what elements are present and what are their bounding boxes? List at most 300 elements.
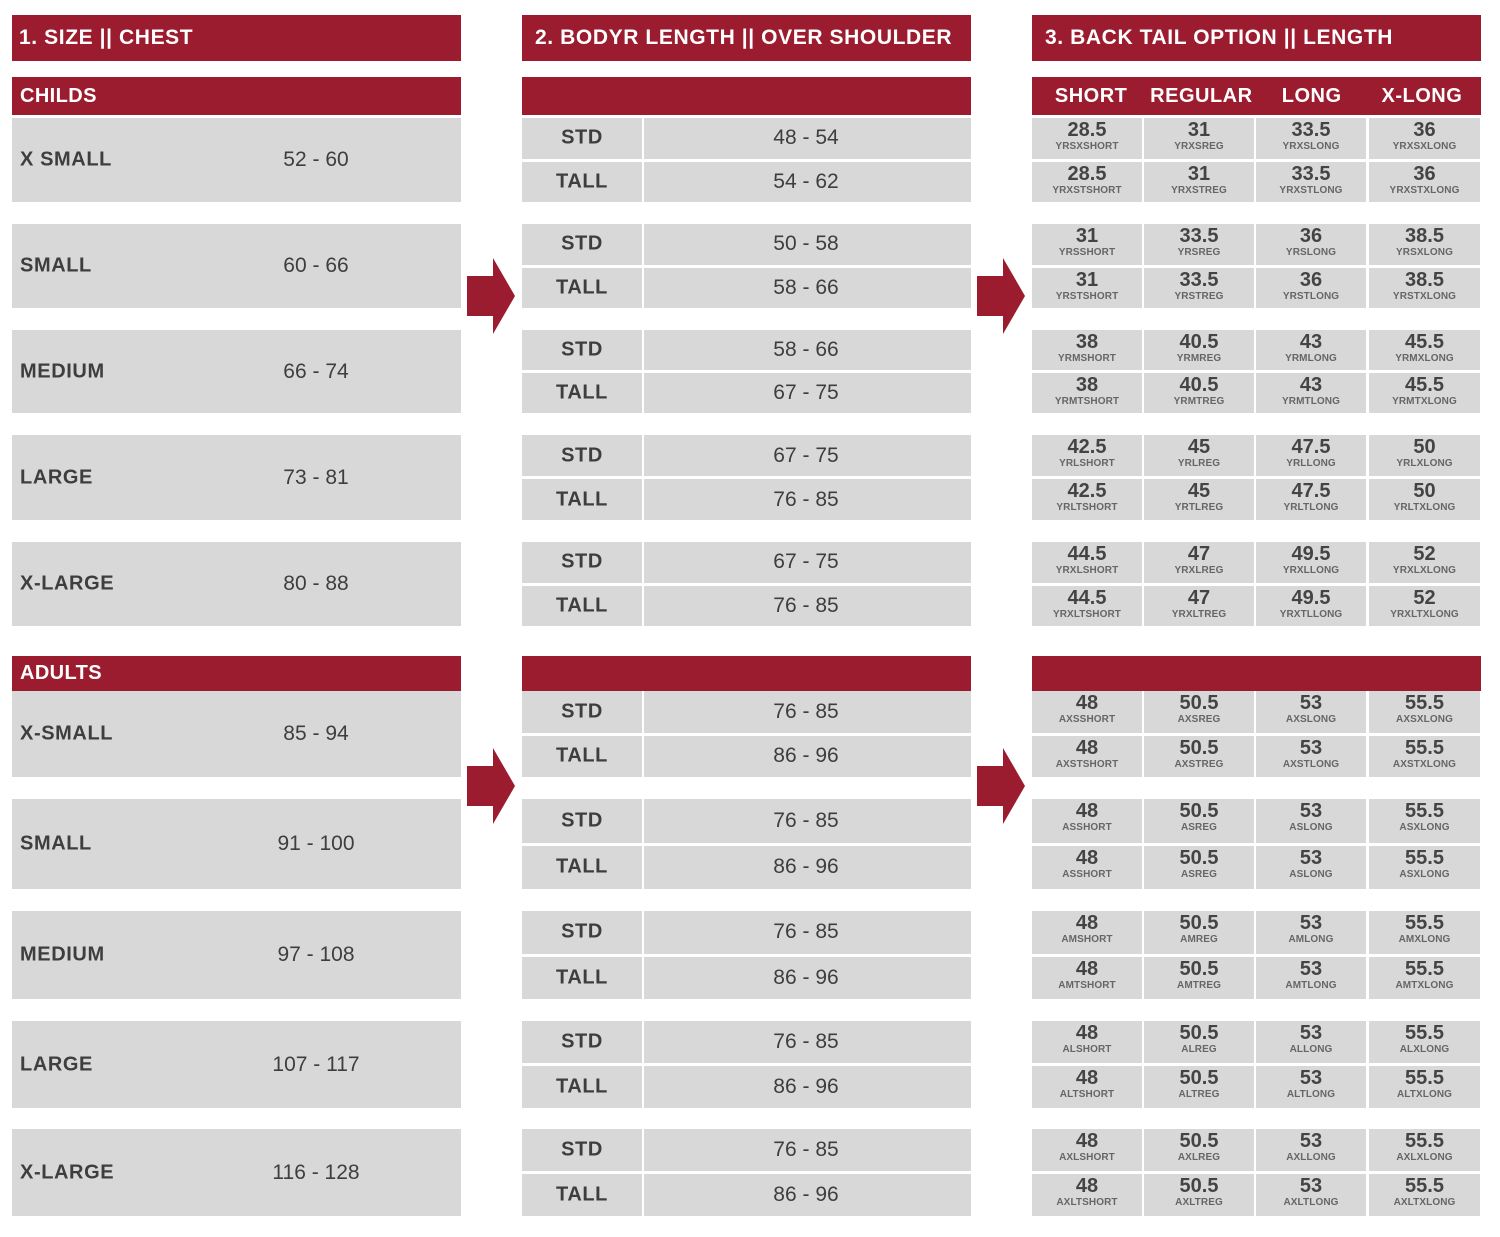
tail-length-value: 48 (1075, 800, 1099, 822)
tail-cell (1256, 846, 1366, 890)
length-range: 76 - 85 (773, 808, 839, 832)
length-row-tall (522, 846, 971, 890)
tail-length-value: 53 (1299, 1067, 1323, 1089)
tail-group-header-bar (1032, 656, 1481, 691)
tail-length-value: 40.5 (1179, 331, 1219, 353)
group-header-adults: ADULTS (12, 656, 461, 691)
row-divider (642, 162, 644, 203)
length-range: 58 - 66 (773, 275, 839, 299)
tail-product-code: YRMXLONG (1395, 353, 1454, 364)
tail-product-code: AMSHORT (1061, 934, 1113, 945)
tail-length-value: 50.5 (1179, 1022, 1219, 1044)
length-range: 86 - 96 (773, 1183, 839, 1206)
tail-product-code: YRLTXLONG (1393, 502, 1456, 513)
size-name: LARGE (20, 1053, 93, 1075)
tail-cell (1032, 542, 1142, 583)
tail-cell (1369, 373, 1480, 413)
length-range: 50 - 58 (773, 232, 839, 256)
length-range: 86 - 96 (773, 1075, 839, 1098)
tail-product-code: YRLREG (1177, 458, 1221, 469)
length-row-std (522, 435, 971, 476)
length-range: 76 - 85 (773, 699, 839, 723)
length-type-label: TALL (555, 381, 608, 404)
length-type-label: STD (561, 338, 603, 361)
tail-length-value: 45 (1187, 480, 1211, 502)
tail-product-code: YRXLTREG (1171, 608, 1227, 620)
tail-length-value: 50 (1413, 436, 1436, 458)
tail-cell (1032, 1021, 1142, 1063)
length-row-std (522, 330, 971, 370)
length-group-header-bar (522, 656, 971, 691)
length-range: 86 - 96 (773, 965, 839, 989)
tail-cell (1032, 1174, 1142, 1216)
tail-product-code: AXSTXLONG (1392, 758, 1457, 770)
tail-length-value: 50.5 (1179, 1175, 1219, 1197)
tail-cell (1256, 1129, 1366, 1171)
tail-cell (1369, 1129, 1480, 1171)
tail-length-value: 28.5 (1067, 119, 1107, 141)
tail-cell (1256, 691, 1366, 733)
chest-range: 60 - 66 (283, 254, 349, 277)
tail-product-code: AXSREG (1177, 714, 1221, 725)
tail-product-code: AXSTSHORT (1055, 758, 1119, 770)
length-type-label: STD (561, 1030, 603, 1053)
tail-cell (1144, 435, 1254, 476)
tail-cell (1032, 911, 1142, 954)
tail-length-value: 31 (1075, 268, 1099, 291)
row-divider (642, 736, 644, 778)
length-range: 86 - 96 (773, 744, 839, 768)
tail-cell (1144, 373, 1254, 413)
length-type-label: TALL (555, 744, 608, 767)
arrow-right-icon (977, 748, 1025, 824)
tail-length-value: 45.5 (1405, 374, 1444, 396)
tail-cell (1144, 691, 1254, 733)
tail-product-code: AXLXLONG (1396, 1152, 1453, 1163)
tail-length-value: 48 (1075, 846, 1099, 869)
row-divider (642, 1174, 644, 1216)
row-divider (642, 1129, 644, 1171)
tail-column-title: 3. BACK TAIL OPTION || LENGTH (1032, 15, 1481, 61)
tail-length-value: 55.5 (1405, 1067, 1444, 1089)
tail-length-value: 53 (1299, 692, 1323, 714)
length-block (522, 1129, 971, 1216)
tail-product-code: AXSSHORT (1058, 714, 1116, 725)
length-type-label: STD (561, 550, 603, 573)
tail-length-value: 53 (1299, 957, 1323, 980)
tail-product-code: YRXLTXLONG (1390, 608, 1459, 620)
tail-cell (1032, 330, 1142, 370)
tail-length-value: 44.5 (1067, 586, 1107, 609)
tail-product-code: YRMREG (1176, 353, 1222, 364)
length-row-std (522, 799, 971, 843)
tail-cell (1369, 542, 1480, 583)
tail-length-value: 49.5 (1291, 543, 1331, 565)
tail-length-value: 50.5 (1179, 1130, 1219, 1152)
arrow-right-icon (467, 748, 515, 824)
tail-length-value: 49.5 (1291, 586, 1331, 609)
tail-cell (1144, 268, 1254, 309)
chest-range: 52 - 60 (283, 148, 349, 171)
length-type-label: TALL (555, 488, 608, 510)
tail-cell (1256, 1021, 1366, 1063)
tail-length-value: 33.5 (1179, 268, 1219, 291)
tail-length-value: 44.5 (1067, 543, 1107, 565)
tail-product-code: ALTLONG (1286, 1089, 1336, 1100)
tail-cell (1032, 957, 1142, 1000)
size-row (12, 691, 461, 777)
tail-cell (1369, 736, 1480, 778)
tail-length-value: 52 (1413, 586, 1436, 609)
tail-product-code: ALLONG (1289, 1044, 1333, 1055)
tail-product-code: AXLTSHORT (1056, 1197, 1118, 1208)
tail-length-value: 55.5 (1405, 912, 1444, 934)
tail-cell (1144, 1021, 1254, 1063)
length-row-tall (522, 162, 971, 203)
tail-product-code: ASREG (1180, 822, 1218, 833)
length-row-std (522, 224, 971, 265)
tail-product-code: YRSXSHORT (1055, 141, 1119, 152)
row-divider (642, 118, 644, 159)
tail-cell (1032, 736, 1142, 778)
length-range: 76 - 85 (773, 1030, 839, 1053)
length-block (522, 911, 971, 999)
tail-length-value: 53 (1299, 1130, 1323, 1152)
tail-length-value: 48 (1075, 736, 1099, 759)
tail-cell (1144, 1129, 1254, 1171)
tail-cell (1256, 373, 1366, 413)
tail-product-code: YRSTSHORT (1055, 290, 1119, 302)
tail-length-value: 55.5 (1405, 1022, 1444, 1044)
tail-product-code: AXLTXLONG (1393, 1197, 1456, 1208)
length-row-std (522, 911, 971, 954)
length-range: 86 - 96 (773, 855, 839, 879)
tail-length-value: 53 (1299, 1175, 1323, 1197)
tail-length-value: 53 (1299, 1022, 1323, 1044)
length-range: 67 - 75 (773, 550, 839, 574)
size-name: X-LARGE (20, 1161, 115, 1183)
tail-product-code: ASXLONG (1399, 868, 1450, 880)
tail-cell (1256, 736, 1366, 778)
tail-product-code: YRXTLLONG (1279, 608, 1343, 620)
tail-cell (1032, 373, 1142, 413)
length-type-label: TALL (555, 855, 608, 878)
tail-cell (1369, 691, 1480, 733)
size-row (12, 542, 461, 626)
tail-product-code: ALTSHORT (1059, 1089, 1115, 1100)
tail-length-value: 47 (1187, 586, 1211, 609)
tail-cell (1369, 224, 1480, 265)
tail-length-value: 55.5 (1405, 1130, 1444, 1152)
tail-length-value: 42.5 (1067, 436, 1107, 458)
tail-product-code: YRLLONG (1286, 458, 1336, 469)
tail-length-value: 55.5 (1405, 736, 1444, 759)
size-name: X-SMALL (20, 722, 114, 745)
tail-cell (1256, 799, 1366, 843)
tail-cell (1032, 118, 1142, 159)
tail-cell (1256, 586, 1366, 627)
tail-cell (1032, 435, 1142, 476)
length-range: 67 - 75 (773, 381, 839, 404)
tail-cell (1256, 542, 1366, 583)
tail-product-code: AXSLONG (1285, 714, 1337, 725)
tail-product-code: AMREG (1180, 934, 1218, 945)
chest-range: 116 - 128 (272, 1160, 360, 1184)
length-block (522, 1021, 971, 1108)
tail-product-code: AMTREG (1177, 979, 1221, 991)
tail-length-value: 48 (1075, 1175, 1099, 1197)
tail-length-value: 53 (1299, 736, 1323, 759)
tail-length-value: 50.5 (1179, 692, 1219, 714)
length-type-label: STD (561, 920, 603, 943)
size-name: SMALL (20, 254, 92, 277)
tail-length-value: 55.5 (1405, 1175, 1444, 1197)
length-range: 48 - 54 (773, 126, 839, 150)
tail-length-value: 33.5 (1291, 162, 1331, 185)
length-range: 76 - 85 (773, 487, 839, 511)
tail-length-value: 53 (1299, 912, 1323, 934)
tail-cell (1369, 162, 1480, 203)
tail-cell (1144, 1174, 1254, 1216)
tail-cell (1256, 957, 1366, 1000)
length-type-label: TALL (555, 170, 608, 193)
tail-length-value: 55.5 (1405, 957, 1444, 980)
tail-product-code: AXLTREG (1175, 1197, 1223, 1208)
row-divider (642, 1066, 644, 1108)
tail-cell (1256, 479, 1366, 520)
tail-product-code: ALTREG (1178, 1089, 1220, 1100)
tail-cell (1369, 846, 1480, 890)
tail-cell (1369, 330, 1480, 370)
row-divider (642, 435, 644, 476)
tail-product-code: AMLONG (1288, 934, 1334, 945)
tail-length-value: 31 (1187, 162, 1211, 185)
tail-header-x-long: X-LONG (1381, 84, 1463, 107)
length-row-tall (522, 479, 971, 520)
tail-cell (1144, 224, 1254, 265)
tail-cell (1369, 435, 1480, 476)
tail-length-value: 36 (1299, 225, 1323, 247)
length-row-std (522, 1129, 971, 1171)
tail-cell (1144, 736, 1254, 778)
tail-product-code: ALSHORT (1062, 1044, 1112, 1055)
tail-length-value: 38.5 (1405, 225, 1444, 247)
tail-product-code: YRSTREG (1174, 290, 1224, 302)
tail-cell (1032, 586, 1142, 627)
tail-cell (1369, 118, 1480, 159)
tail-product-code: AXLSHORT (1059, 1152, 1115, 1163)
size-name: X-LARGE (20, 572, 115, 595)
tail-product-code: YRXLSHORT (1055, 565, 1119, 576)
length-range: 67 - 75 (773, 443, 839, 467)
tail-cell (1032, 1066, 1142, 1108)
length-row-std (522, 1021, 971, 1063)
row-divider (642, 957, 644, 1000)
row-divider (642, 373, 644, 413)
size-name: X SMALL (20, 148, 112, 171)
length-range: 54 - 62 (773, 169, 839, 193)
tail-product-code: AMTXLONG (1395, 979, 1454, 991)
tail-cell (1256, 162, 1366, 203)
tail-cell (1256, 268, 1366, 309)
tail-length-value: 50 (1413, 480, 1436, 502)
tail-length-value: 50.5 (1179, 957, 1219, 980)
tail-cell (1144, 586, 1254, 627)
size-name: MEDIUM (20, 943, 105, 966)
tail-length-value: 48 (1075, 957, 1099, 980)
tail-product-code: AXLREG (1177, 1152, 1221, 1163)
tail-product-code: YRXSTSHORT (1052, 184, 1122, 196)
length-row-tall (522, 736, 971, 778)
tail-length-value: 50.5 (1179, 736, 1219, 759)
tail-length-value: 50.5 (1179, 1067, 1219, 1089)
tail-product-code: YRTLREG (1174, 502, 1224, 513)
tail-cell (1144, 957, 1254, 1000)
length-row-tall (522, 1174, 971, 1216)
tail-product-code: YRMLONG (1285, 353, 1337, 364)
tail-cell (1144, 118, 1254, 159)
size-row (12, 224, 461, 308)
size-row (12, 799, 461, 889)
length-type-label: TALL (555, 1075, 608, 1098)
tail-length-value: 52 (1413, 543, 1436, 565)
row-divider (642, 799, 644, 843)
tail-length-value: 47 (1187, 543, 1211, 565)
tail-cell (1144, 542, 1254, 583)
tail-product-code: YRMTREG (1173, 396, 1225, 407)
tail-product-code: YRXSTREG (1171, 184, 1227, 196)
tail-product-code: YRXLLONG (1282, 565, 1340, 576)
tail-cell (1369, 586, 1480, 627)
tail-length-value: 50.5 (1179, 912, 1219, 934)
tail-length-value: 45 (1187, 436, 1211, 458)
size-row (12, 1021, 461, 1108)
tail-product-code: YRLSHORT (1059, 458, 1115, 469)
length-row-tall (522, 373, 971, 413)
size-name: LARGE (20, 466, 93, 488)
row-divider (642, 846, 644, 890)
size-name: SMALL (20, 832, 92, 855)
tail-product-code: AMXLONG (1398, 934, 1451, 945)
tail-length-value: 48 (1075, 692, 1099, 714)
tail-header-regular: REGULAR (1150, 84, 1253, 107)
size-row (12, 118, 461, 202)
size-name: MEDIUM (20, 360, 105, 382)
length-row-std (522, 118, 971, 159)
length-block (522, 435, 971, 520)
tail-product-code: YRMTLONG (1281, 396, 1341, 407)
tail-product-code: AMTLONG (1285, 979, 1337, 991)
row-divider (642, 586, 644, 627)
tail-length-value: 31 (1187, 119, 1211, 141)
length-range: 76 - 85 (773, 1138, 839, 1161)
tail-cell (1369, 268, 1480, 309)
length-range: 76 - 85 (773, 593, 839, 617)
tail-length-value: 48 (1075, 912, 1099, 934)
tail-length-value: 53 (1299, 800, 1323, 822)
tail-cell (1032, 479, 1142, 520)
length-row-tall (522, 1066, 971, 1108)
size-column-title: 1. SIZE || CHEST (12, 15, 461, 61)
tail-cell (1144, 330, 1254, 370)
tail-cell (1144, 911, 1254, 954)
tail-cell (1256, 330, 1366, 370)
length-type-label: TALL (555, 594, 608, 617)
tail-length-value: 33.5 (1291, 119, 1331, 141)
tail-cell (1032, 162, 1142, 203)
arrow-right-icon (467, 258, 515, 334)
tail-length-value: 55.5 (1405, 692, 1444, 714)
length-block (522, 118, 971, 202)
size-row (12, 1129, 461, 1216)
tail-cell (1032, 268, 1142, 309)
row-divider (642, 224, 644, 265)
tail-cell (1144, 799, 1254, 843)
tail-product-code: AXSTLONG (1282, 758, 1340, 770)
row-divider (642, 330, 644, 370)
tail-product-code: YRSREG (1177, 247, 1221, 258)
tail-header-long: LONG (1281, 84, 1342, 107)
tail-product-code: ALXLONG (1399, 1044, 1450, 1055)
tail-length-value: 38 (1075, 331, 1099, 353)
tail-cell (1256, 1066, 1366, 1108)
length-range: 58 - 66 (773, 338, 839, 361)
tail-product-code: ASSHORT (1062, 868, 1112, 880)
tail-length-value: 28.5 (1067, 162, 1107, 185)
length-type-label: TALL (555, 276, 608, 299)
tail-product-code: YRXSREG (1174, 141, 1224, 152)
chest-range: 85 - 94 (283, 722, 349, 745)
tail-product-code: ALREG (1181, 1044, 1217, 1055)
length-type-label: TALL (555, 1183, 608, 1206)
length-column-title: 2. BODYR LENGTH || OVER SHOULDER (522, 15, 971, 61)
tail-product-code: AMTSHORT (1058, 979, 1116, 991)
tail-product-code: ALTXLONG (1396, 1089, 1453, 1100)
tail-product-code: YRXLXLONG (1392, 565, 1457, 576)
tail-length-value: 43 (1299, 331, 1323, 353)
tail-product-code: YRSSHORT (1058, 247, 1116, 258)
length-block (522, 542, 971, 626)
tail-product-code: YRSTXLONG (1392, 290, 1457, 302)
tail-length-value: 38.5 (1405, 268, 1444, 291)
row-divider (642, 542, 644, 583)
tail-product-code: YRSXLONG (1396, 247, 1453, 258)
length-row-std (522, 691, 971, 733)
tail-length-value: 36 (1413, 162, 1436, 185)
tail-product-code: YRMTXLONG (1392, 396, 1457, 407)
row-divider (642, 691, 644, 733)
tail-length-value: 48 (1075, 1130, 1099, 1152)
tail-product-code: YRXSXLONG (1392, 141, 1457, 152)
length-range: 76 - 85 (773, 920, 839, 944)
tail-length-value: 40.5 (1179, 374, 1219, 396)
length-type-label: STD (561, 126, 603, 149)
length-type-label: STD (561, 1138, 603, 1161)
length-block (522, 330, 971, 413)
tail-length-value: 38 (1075, 374, 1099, 396)
chest-range: 73 - 81 (283, 465, 349, 489)
tail-cell (1032, 846, 1142, 890)
tail-product-code: ASSHORT (1062, 822, 1112, 833)
tail-product-code: YRMTSHORT (1054, 396, 1120, 407)
tail-length-value: 33.5 (1179, 225, 1219, 247)
tail-cell (1369, 479, 1480, 520)
tail-length-value: 42.5 (1067, 480, 1107, 502)
tail-length-value: 48 (1075, 1067, 1099, 1089)
length-block (522, 691, 971, 777)
length-type-label: STD (561, 809, 603, 832)
row-divider (642, 911, 644, 954)
